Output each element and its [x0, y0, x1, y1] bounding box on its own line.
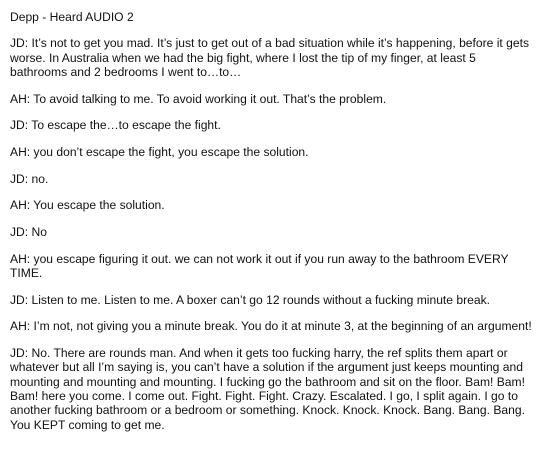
transcript-paragraph: AH: I’m not, not giving you a minute break. You do it at minute 3, at the beginning of an argument!	[10, 319, 532, 334]
transcript-paragraph: JD: No	[10, 225, 47, 240]
transcript-paragraph: AH: you don’t escape the fight, you escape the solution.	[10, 144, 309, 159]
transcript-paragraph: JD: No. There are rounds man. And when it gets too fucking harry, the ref splits them apart or whatever but all I’m saying is, you can’t have a solution if the argument just keeps mounting and mounting and mounting and mounting. I fucking go the bathroom and sit on the floor. Bam! Bam! Bam! here you come. I come out. Fight. Fight. Fight. Crazy. Escalated. I go, I split again. I go to another fucking bathroom or a bedroom or something. Knock. Knock. Knock. Bang. Bang. Bang. You KEPT coming to get me.	[10, 346, 525, 432]
transcript-paragraph: AH: you escape figuring it out. we can not work it out if you run away to the bathroom EVERY TIME.	[10, 251, 509, 280]
document-title: Depp - Heard AUDIO 2	[10, 10, 134, 24]
transcript-document	[10, 10, 534, 444]
transcript-paragraph: AH: To avoid talking to me. To avoid working it out. That’s the problem.	[10, 91, 387, 106]
transcript-paragraph: JD: Listen to me. Listen to me. A boxer can’t go 12 rounds without a fucking minute break.	[10, 292, 490, 307]
transcript-paragraph: JD: It’s not to get you mad. It’s just to get out of a bad situation while it’s happening, before it gets worse. In Australia when we had the big fight, where I lost the tip of my finger, at least 5 bathrooms and 2 bedrooms I went to…to…	[10, 36, 530, 79]
transcript-paragraph: JD: To escape the…to escape the fight.	[10, 118, 221, 133]
transcript-paragraph: AH: You escape the solution.	[10, 198, 165, 213]
transcript-paragraph: JD: no.	[10, 171, 49, 186]
